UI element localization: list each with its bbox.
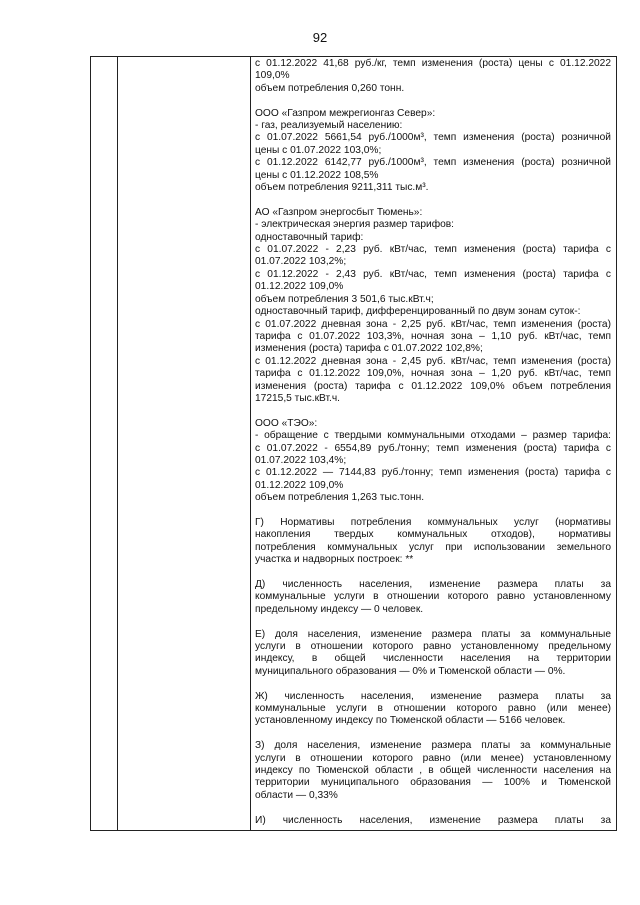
table-border-right — [616, 56, 617, 831]
text-line: индексу по Тюменской области , в общей численности населения на — [255, 765, 611, 777]
paragraph-gap — [255, 405, 611, 417]
text-line: одноставочный тариф, дифференцированный по двум зонам суток-: — [255, 306, 581, 318]
text-line: накопления твердых коммунальных отходов), нормативы — [255, 529, 611, 541]
text-line: с 01.07.2022 - 2,23 руб. кВт/час, темп изменения (роста) тарифа с — [255, 244, 611, 256]
text-line: коммунальные услуги в отношении которого равно (или менее) — [255, 703, 611, 715]
table-top-border — [90, 56, 617, 57]
text-line: с 01.12.2022 41,68 руб./кг, темп изменения (роста) цены с 01.12.2022 — [255, 58, 611, 69]
text-line: 01.12.2022 109,0% — [255, 281, 344, 293]
text-line: - электрическая энергия размер тарифов: — [255, 219, 454, 231]
text-line: потребления коммунальных услуг при использовании земельного — [255, 541, 611, 553]
text-line: цены с 01.07.2022 103,0%; — [255, 144, 382, 156]
table-border-left — [90, 56, 91, 831]
text-line: Е) доля населения, изменение размера платы за коммунальные — [255, 628, 611, 640]
paragraph-gap — [255, 95, 611, 107]
table-cell-text — [255, 58, 611, 827]
text-line: объем потребления 3 501,6 тыс.кВт.ч; — [255, 293, 434, 305]
text-line: объем потребления 9211,311 тыс.м³. — [255, 182, 429, 194]
paragraph-gap — [255, 567, 611, 579]
text-line: услуги в отношении которого равно (или менее) установленному — [255, 752, 611, 764]
table-bottom-border — [90, 830, 617, 831]
text-line: с 01.07.2022 дневная зона - 2,25 руб. кВт/час, темп изменения (роста) — [255, 318, 611, 330]
paragraph-gap — [255, 678, 611, 690]
text-line: Ж) численность населения, изменение размера платы за — [255, 690, 611, 702]
text-line: участка и надворных построек: ** — [255, 554, 414, 566]
table — [90, 56, 617, 831]
text-line: АО «Газпром энергосбыт Тюмень»: — [255, 206, 423, 218]
text-line: индексу, в общей численности населения на территории — [255, 653, 611, 665]
text-line: 01.07.2022 103,2%; — [255, 256, 347, 268]
text-line: области — 0,33% — [255, 789, 338, 801]
text-line: предельному индексу — 0 человек. — [255, 603, 424, 615]
text-line: изменения (роста) тарифа с 01.07.2022 102,8%; — [255, 343, 483, 355]
text-line: объем потребления 0,260 тонн. — [255, 82, 405, 94]
text-line: объем потребления 1,263 тыс.тонн. — [255, 492, 425, 504]
text-line: изменения (роста) тарифа с 01.12.2022 109,0% объем потребления — [255, 380, 611, 392]
text-line: услуги в отношении которого равно установленному предельному — [255, 641, 611, 652]
paragraph-gap — [255, 802, 611, 814]
text-line: 01.12.2022 109,0% — [255, 479, 344, 491]
text-line: цены с 01.12.2022 108,5% — [255, 169, 379, 181]
paragraph-gap — [255, 505, 611, 517]
text-line: тарифа с 01.12.2022 109,0%, ночная зона – 1,20 руб. кВт/час, темп — [255, 368, 611, 380]
column-divider-1 — [117, 56, 118, 831]
paragraph-gap — [255, 616, 611, 628]
text-line: тарифа с 01.07.2022 103,3%, ночная зона – 1,10 руб. кВт/час, темп — [255, 330, 611, 342]
text-line: коммунальные услуги в отношении которого равно установленному — [255, 591, 611, 603]
text-line: З) доля населения, изменение размера платы за коммунальные — [255, 740, 611, 752]
text-line: - газ, реализуемый населению: — [255, 120, 403, 132]
text-line: 109,0% — [255, 70, 290, 82]
text-line: одноставочный тариф: — [255, 231, 364, 243]
text-line: 01.07.2022 103,4%; — [255, 454, 347, 466]
text-line: с 01.07.2022 5661,54 руб./1000м³, темп изменения (роста) розничной — [255, 132, 611, 144]
text-line: Г) Нормативы потребления коммунальных услуг (нормативы — [255, 516, 611, 528]
text-line: 17215,5 тыс.кВт.ч. — [255, 392, 340, 404]
text-line: с 01.07.2022 - 6554,89 руб./тонну; темп изменения (роста) тарифа с — [255, 442, 611, 454]
paragraph-gap — [255, 728, 611, 740]
text-line: с 01.12.2022 — 7144,83 руб./тонну; темп изменения (роста) тарифа с — [255, 467, 611, 479]
text-line: И) численность населения, изменение размера платы за — [255, 814, 611, 826]
text-line: ООО «ТЭО»: — [255, 417, 318, 429]
text-line: с 01.12.2022 6142,77 руб./1000м³, темп изменения (роста) розничной — [255, 157, 611, 169]
text-line: с 01.12.2022 дневная зона - 2,45 руб. кВт/час, темп изменения (роста) — [255, 355, 611, 367]
page-number: 92 — [312, 30, 328, 45]
paragraph-gap — [255, 194, 611, 206]
text-line: муниципального образования — 0% и Тюменской области — 0%. — [255, 665, 566, 677]
text-line: с 01.12.2022 - 2,43 руб. кВт/час, темп изменения (роста) тарифа с — [255, 268, 611, 280]
column-divider-2 — [250, 56, 251, 831]
text-line: установленному индексу по Тюменской области — 5166 человек. — [255, 715, 566, 727]
text-line: ООО «Газпром межрегионгаз Север»: — [255, 107, 436, 119]
text-line: территории муниципального образования — 100% и Тюменской — [255, 777, 611, 789]
text-line: - обращение с твердыми коммунальными отходами – размер тарифа: — [255, 430, 611, 442]
text-line: Д) численность населения, изменение размера платы за — [255, 578, 611, 590]
